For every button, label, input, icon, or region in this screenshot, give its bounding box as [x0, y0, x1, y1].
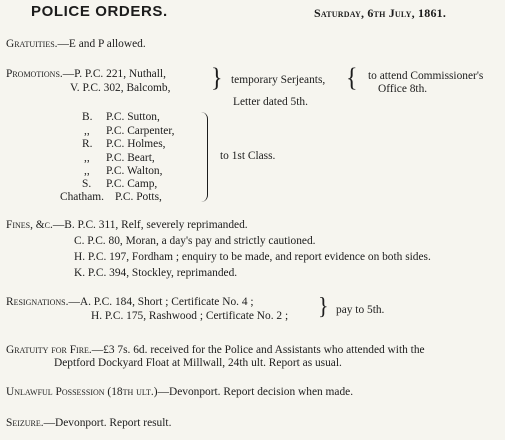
first-class-name-2: P.C. Carpenter,: [106, 125, 175, 137]
seizure-text: —Devonport. Report result.: [43, 417, 172, 429]
gratuity-fire-line-1: [6, 345, 425, 356]
serjeant-note-line2: Office 8th.: [378, 83, 428, 95]
serjeant-note-line1: to attend Commissioner's: [368, 70, 484, 82]
seizure-line: [6, 418, 171, 429]
resignations-brace: }: [318, 291, 329, 320]
promotions-line-1: [6, 69, 166, 80]
first-class-div-7: Chatham.: [60, 191, 104, 203]
promotion-serjeant-2: V. P.C. 302, Balcomb,: [70, 82, 171, 94]
fine-entry-3: H. P.C. 197, Fordham ; enquiry to be made, and report evidence on both sides.: [74, 251, 431, 263]
page-title: POLICE ORDERS.: [31, 3, 168, 20]
letter-dated: Letter dated 5th.: [233, 96, 308, 108]
seizure-heading: Seizure.: [6, 417, 44, 429]
first-class-name-4: P.C. Beart,: [106, 152, 155, 164]
first-class-name-1: P.C. Sutton,: [106, 111, 160, 123]
first-class-name-6: P.C. Camp,: [106, 178, 158, 190]
first-class-div-1: B.: [82, 111, 93, 123]
promotions-heading: Promotions.: [6, 68, 63, 80]
first-class-name-5: P.C. Walton,: [106, 165, 163, 177]
gratuity-fire-heading: Gratuity for Fire.: [6, 344, 92, 356]
fine-entry-2: C. P.C. 80, Moran, a day's pay and strictly cautioned.: [74, 235, 316, 247]
serjeant-brace: }: [211, 63, 223, 93]
first-class-name-7: P.C. Potts,: [115, 191, 162, 203]
fines-heading: Fines, &c.: [6, 219, 53, 231]
first-class-div-5: ,,: [84, 165, 90, 177]
gratuities-text: —E and P allowed.: [57, 38, 146, 50]
first-class-div-3: R.: [82, 138, 93, 150]
unlawful-text: —Devonport. Report decision when made.: [157, 386, 354, 398]
first-class-div-4: ,,: [84, 152, 90, 164]
gratuity-fire-text-2: Deptford Dockyard Float at Millwall, 24th ult. Report as usual.: [54, 357, 342, 369]
first-class-name-3: P.C. Holmes,: [106, 138, 166, 150]
resignation-entry-2: H. P.C. 175, Rashwood ; Certificate No. 2 ;: [91, 310, 289, 322]
commissioner-brace: {: [346, 63, 358, 93]
unlawful-possession-line: [6, 387, 353, 398]
resignations-action: pay to 5th.: [336, 304, 385, 316]
fines-line-1: [6, 220, 248, 231]
gratuities-heading: Gratuities.: [6, 38, 58, 50]
serjeant-action: temporary Serjeants,: [231, 74, 326, 86]
resignations-line-1: [6, 297, 254, 308]
resignations-heading: Resignations.: [6, 296, 69, 308]
fine-entry-1: —B. P.C. 311, Relf, severely reprimanded.: [52, 219, 248, 231]
promotion-serjeant-1: —P. P.C. 221, Nuthall,: [62, 68, 166, 80]
unlawful-heading: Unlawful Possession: [6, 386, 105, 398]
fine-entry-4: K. P.C. 394, Stockley, reprimanded.: [74, 267, 238, 279]
first-class-div-2: ,,: [84, 125, 90, 137]
unlawful-sub: (18th ult.): [107, 386, 158, 398]
gratuity-fire-text-1: —£3 7s. 6d. received for the Police and Assistants who attended with the: [91, 344, 425, 356]
first-class-action: to 1st Class.: [220, 150, 276, 162]
gratuities-section: [6, 39, 146, 50]
first-class-bracket: [201, 112, 208, 202]
first-class-div-6: S.: [82, 178, 92, 190]
order-date: Saturday, 6th July, 1861.: [314, 6, 447, 20]
resignation-entry-1: —A. P.C. 184, Short ; Certificate No. 4 ;: [68, 296, 254, 308]
